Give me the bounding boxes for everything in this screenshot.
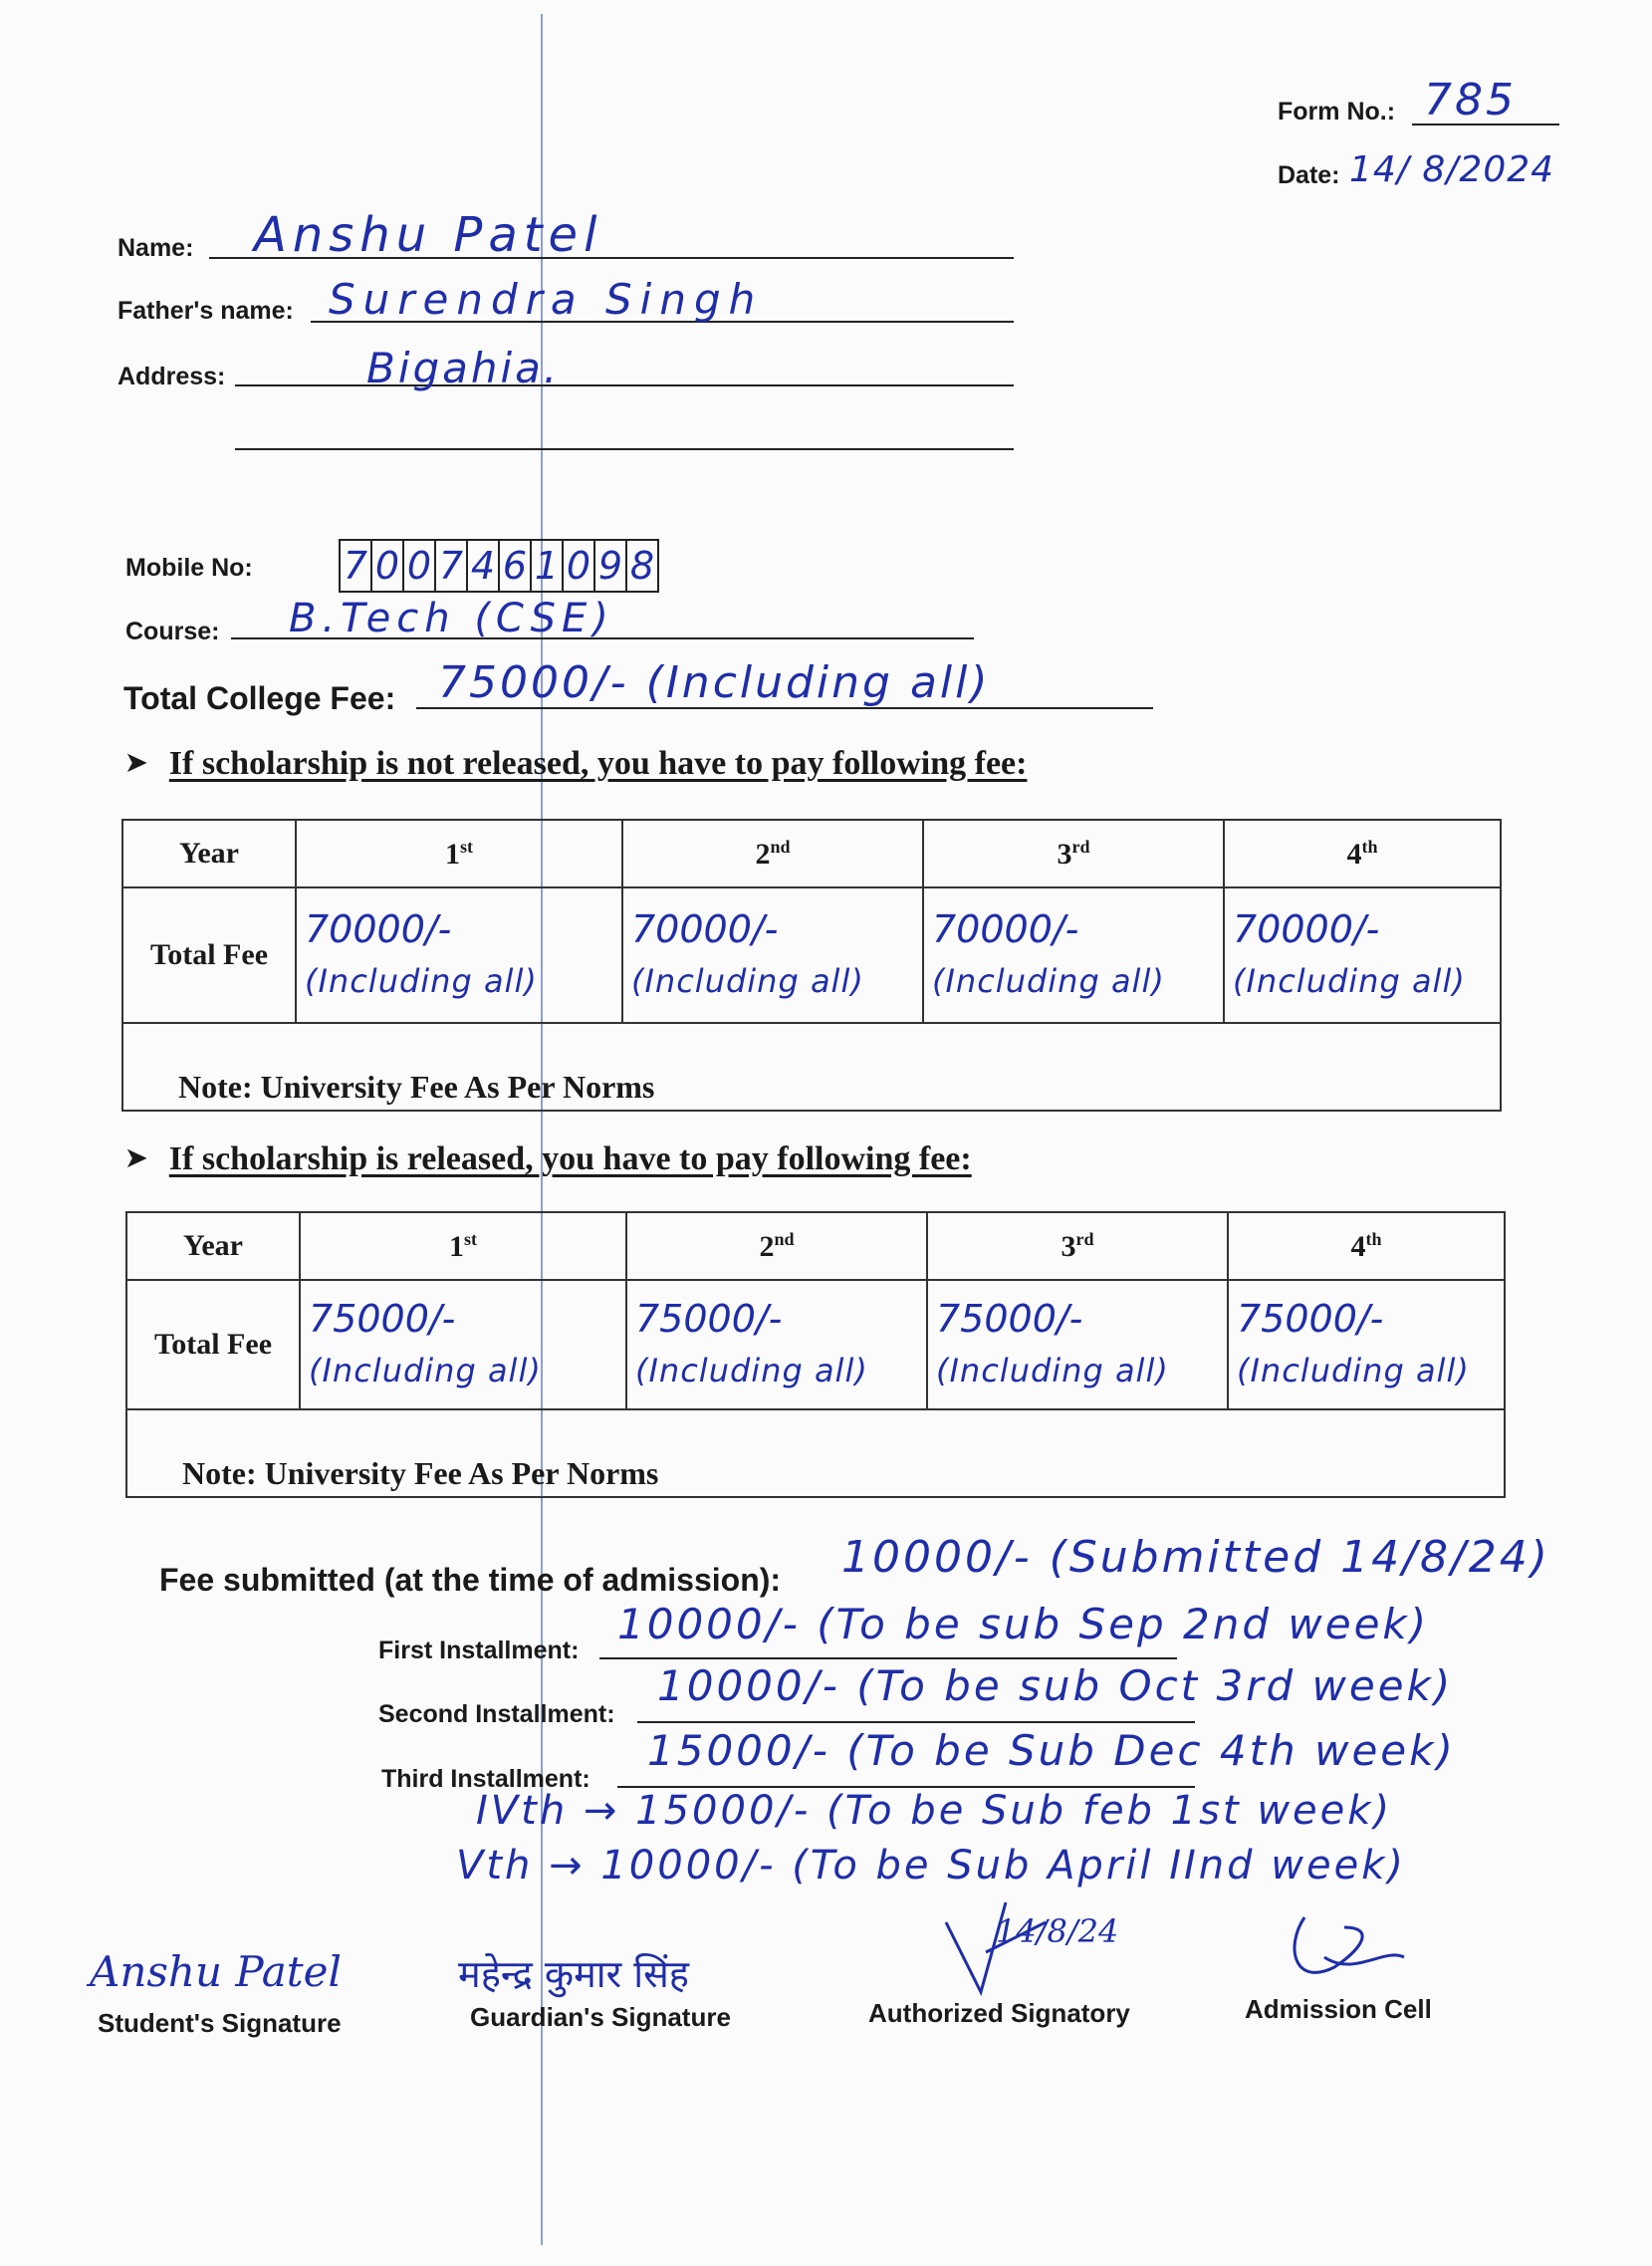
total-college-fee-label: Total College Fee:	[123, 680, 396, 716]
year-3-header: 3rd	[923, 820, 1224, 887]
fee-cell: 70000/- (Including all)	[296, 887, 622, 1023]
fee-cell: 75000/- (Including all)	[300, 1280, 626, 1409]
heading-released: ➤ If scholarship is released, you have to pay following fee:	[125, 1140, 972, 1177]
year-header: Year	[126, 1212, 300, 1280]
fourth-installment-note: IVth → 15000/- (To be Sub feb 1st week)	[476, 1788, 1393, 1834]
second-installment-line	[637, 1721, 1195, 1723]
total-college-fee-value: 75000/- (Including all)	[438, 657, 991, 708]
fee-cell: 70000/- (Including all)	[622, 887, 923, 1023]
arrow-bullet-icon: ➤	[125, 748, 147, 777]
mobile-digit: 8	[629, 544, 655, 588]
name-value: Anshu Patel	[254, 207, 603, 263]
form-no-label: Form No.:	[1278, 98, 1396, 126]
fee-table-released	[125, 1211, 1506, 1498]
total-fee-row-label: Total Fee	[122, 887, 296, 1023]
fee-cell: 75000/- (Including all)	[1228, 1280, 1505, 1409]
arrow-bullet-icon: ➤	[125, 1143, 147, 1172]
admission-fee-value: 10000/- (Submitted 14/8/24)	[841, 1532, 1550, 1583]
guardian-signature: महेन्द्र कुमार सिंह	[458, 1952, 689, 1996]
fee-cell: 75000/- (Including all)	[927, 1280, 1228, 1409]
mobile-digit: 0	[372, 541, 404, 591]
mobile-digit: 0	[404, 541, 436, 591]
table-note: Note: University Fee As Per Norms	[126, 1409, 1505, 1497]
mobile-number-boxes	[339, 539, 659, 593]
address-value: Bigahia.	[366, 344, 561, 392]
mobile-digit: 9	[595, 541, 627, 591]
admission-cell-label: Admission Cell	[1245, 1994, 1432, 2024]
father-name-value: Surendra Singh	[329, 275, 764, 324]
first-installment-line	[599, 1657, 1177, 1659]
mobile-digit: 6	[500, 541, 532, 591]
year-4-header: 4th	[1228, 1212, 1505, 1280]
name-label: Name:	[118, 234, 194, 262]
admission-cell-signature-mark	[1275, 1907, 1414, 1997]
course-value: B.Tech (CSE)	[289, 596, 614, 641]
third-installment-value: 15000/- (To be Sub Dec 4th week)	[647, 1726, 1456, 1775]
student-signature-label: Student's Signature	[98, 2008, 342, 2038]
course-label: Course:	[125, 618, 220, 645]
second-installment-value: 10000/- (To be sub Oct 3rd week)	[657, 1661, 1454, 1710]
mobile-digit: 4	[468, 541, 500, 591]
mobile-digit: 1	[532, 541, 564, 591]
table-note: Note: University Fee As Per Norms	[122, 1023, 1501, 1111]
authorized-signature-date: 14/8/24	[996, 1912, 1119, 1950]
guardian-signature-label: Guardian's Signature	[470, 2002, 731, 2032]
mobile-label: Mobile No:	[125, 554, 253, 582]
year-1-header: 1st	[296, 820, 622, 887]
fee-cell: 75000/- (Including all)	[626, 1280, 927, 1409]
year-header: Year	[122, 820, 296, 887]
authorized-signatory-label: Authorized Signatory	[868, 1998, 1130, 2028]
admission-fee-label: Fee submitted (at the time of admission):	[159, 1562, 782, 1598]
mobile-digit: 7	[341, 541, 372, 591]
fee-table-not-released	[121, 819, 1502, 1112]
year-2-header: 2nd	[626, 1212, 927, 1280]
year-3-header: 3rd	[927, 1212, 1228, 1280]
mobile-digit: 7	[436, 541, 468, 591]
fee-cell: 70000/- (Including all)	[1224, 887, 1501, 1023]
total-fee-row-label: Total Fee	[126, 1280, 300, 1409]
form-no-value: 785	[1424, 75, 1517, 126]
first-installment-value: 10000/- (To be sub Sep 2nd week)	[617, 1600, 1430, 1648]
address-label: Address:	[118, 363, 226, 390]
address-line-1	[235, 384, 1014, 386]
fee-cell: 70000/- (Including all)	[923, 887, 1224, 1023]
mobile-digit: 0	[564, 541, 595, 591]
year-4-header: 4th	[1224, 820, 1501, 887]
heading-not-released: ➤ If scholarship is not released, you have to pay following fee:	[125, 745, 1028, 782]
third-installment-label: Third Installment:	[381, 1765, 590, 1793]
fifth-installment-note: Vth → 10000/- (To be Sub April IInd week)	[456, 1843, 1406, 1888]
date-label: Date:	[1278, 161, 1340, 189]
first-installment-label: First Installment:	[378, 1637, 580, 1664]
second-installment-label: Second Installment:	[378, 1700, 615, 1728]
address-line-2	[235, 448, 1014, 450]
date-value: 14/ 8/2024	[1349, 149, 1555, 190]
father-name-label: Father's name:	[118, 297, 294, 325]
student-signature: Anshu Patel	[90, 1947, 342, 1996]
year-1-header: 1st	[300, 1212, 626, 1280]
year-2-header: 2nd	[622, 820, 923, 887]
